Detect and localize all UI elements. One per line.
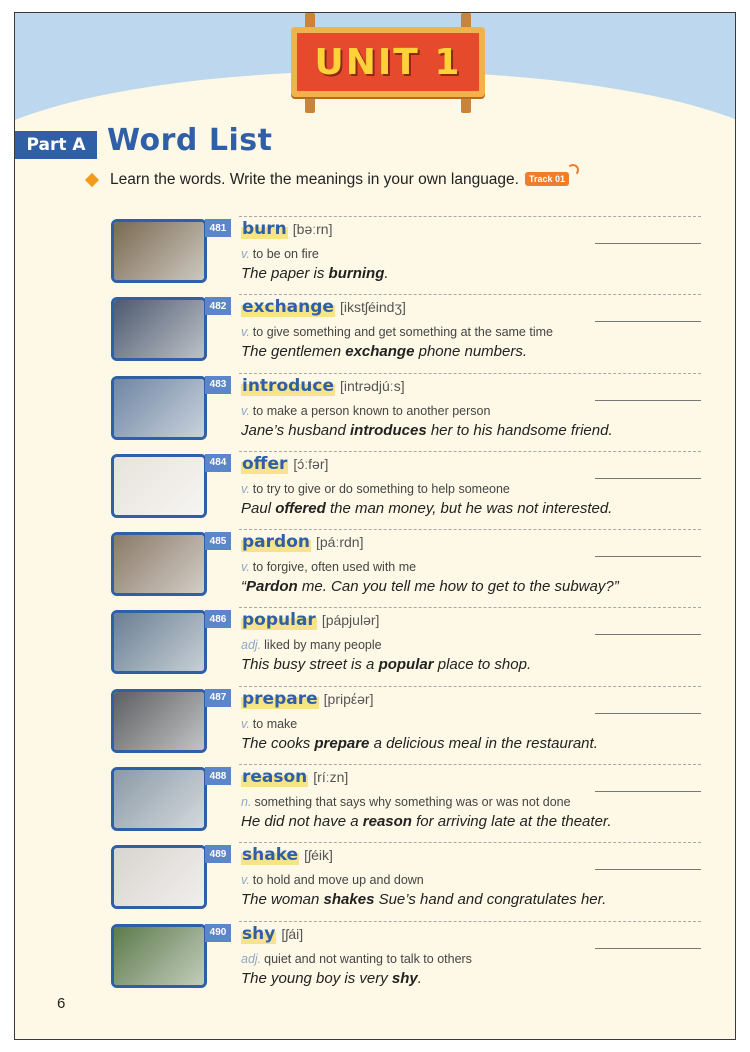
example-keyword: popular	[378, 656, 434, 674]
word-number: 487	[205, 689, 231, 707]
example-sentence	[241, 970, 422, 987]
word-entry	[111, 370, 701, 448]
part-of-speech: v.	[241, 325, 250, 340]
example-sentence	[241, 422, 613, 439]
pronunciation: [ʃéik]	[304, 847, 333, 864]
word-number: 489	[205, 845, 231, 863]
dotted-divider	[239, 921, 701, 922]
unit-sign	[285, 13, 491, 113]
part-of-speech: adj.	[241, 638, 262, 653]
example-post: .	[384, 265, 389, 282]
sign-board	[291, 27, 485, 97]
word-entry	[111, 918, 701, 996]
example-post: the man money, but he was not interested.	[325, 499, 613, 517]
word-photo	[111, 297, 207, 361]
word-photo	[111, 924, 207, 988]
part-of-speech: adj.	[241, 951, 262, 966]
definition	[241, 717, 297, 731]
example-post: a delicious meal in the restaurant.	[369, 734, 598, 752]
example-keyword: introduces	[349, 421, 427, 439]
answer-line[interactable]	[595, 478, 701, 479]
photo-placeholder	[114, 300, 204, 358]
answer-line[interactable]	[595, 556, 701, 557]
word-number: 483	[205, 376, 231, 394]
pronunciation: [ikstʃéindʒ]	[339, 299, 406, 316]
word-entry	[111, 839, 701, 917]
part-of-speech: v.	[241, 403, 250, 418]
part-badge: Part A	[15, 131, 97, 159]
word-photo	[111, 454, 207, 518]
word-number: 490	[205, 924, 231, 942]
definition-text: to give something and get something at the same time	[252, 325, 553, 340]
example-post: Sue’s hand and congratulates her.	[374, 891, 607, 909]
word-photo	[111, 219, 207, 283]
photo-placeholder	[114, 692, 204, 750]
track-badge[interactable]	[525, 172, 569, 186]
definition-text: to hold and move up and down	[252, 873, 424, 888]
definition	[241, 482, 510, 496]
word-photo	[111, 532, 207, 596]
example-pre: The paper is	[241, 265, 329, 282]
definition	[241, 638, 382, 652]
word-entry	[111, 213, 701, 291]
example-pre: Paul	[241, 499, 276, 517]
pronunciation: [intrədjúːs]	[340, 377, 405, 394]
definition-text: something that says why something was or was not done	[254, 795, 571, 810]
example-keyword: Pardon	[246, 578, 298, 596]
definition-text: liked by many people	[264, 638, 382, 653]
word-number: 484	[205, 454, 231, 472]
example-sentence	[241, 265, 389, 282]
example-keyword: exchange	[345, 343, 415, 361]
example-sentence	[241, 656, 531, 673]
example-sentence	[241, 735, 598, 752]
vocab-word: exchange	[242, 297, 334, 318]
answer-line[interactable]	[595, 869, 701, 870]
word-number: 481	[205, 219, 231, 237]
instruction	[85, 171, 569, 189]
example-keyword: offered	[275, 499, 326, 517]
word-line	[241, 845, 333, 865]
part-title: Word List	[107, 123, 273, 158]
example-post: .	[417, 969, 422, 987]
example-pre: The woman	[241, 891, 324, 909]
vocab-word: shy	[242, 923, 276, 944]
pronunciation: [pripέər]	[323, 690, 374, 707]
dotted-divider	[239, 764, 701, 765]
photo-placeholder	[114, 848, 204, 906]
definition	[241, 795, 571, 809]
photo-placeholder	[114, 613, 204, 671]
word-photo	[111, 376, 207, 440]
word-line	[241, 532, 363, 552]
word-number: 482	[205, 297, 231, 315]
example-pre: Jane’s husband	[241, 421, 350, 439]
example-keyword: reason	[362, 813, 412, 831]
example-pre: This busy street is a	[241, 656, 379, 674]
track-label: Track 01	[528, 174, 566, 184]
dotted-divider	[239, 842, 701, 843]
word-number: 486	[205, 610, 231, 628]
unit-title: UNIT 1	[314, 41, 462, 83]
word-line	[241, 924, 303, 944]
definition-text: quiet and not wanting to talk to others	[264, 951, 472, 966]
example-keyword: burning	[328, 265, 385, 282]
photo-placeholder	[114, 222, 204, 280]
pronunciation: [ríːzn]	[313, 769, 349, 786]
example-sentence	[241, 343, 527, 360]
word-line	[241, 610, 379, 630]
example-post: her to his handsome friend.	[426, 421, 613, 439]
word-photo	[111, 767, 207, 831]
answer-line[interactable]	[595, 243, 701, 244]
textbook-page	[14, 12, 736, 1040]
audio-wave-icon	[567, 164, 579, 176]
vocab-word: shake	[242, 845, 299, 866]
pronunciation: [ɔ́ːfər]	[293, 455, 329, 472]
definition	[241, 325, 553, 339]
part-of-speech: n.	[241, 795, 252, 810]
pronunciation: [bəːrn]	[292, 221, 333, 237]
word-list	[111, 213, 701, 996]
vocab-word: popular	[242, 610, 316, 631]
answer-line[interactable]	[595, 791, 701, 792]
part-of-speech: v.	[241, 873, 250, 888]
example-pre: The gentlemen	[241, 343, 346, 361]
definition	[241, 873, 424, 887]
pronunciation: [pápjulər]	[321, 612, 380, 629]
part-of-speech: v.	[241, 247, 250, 261]
word-entry	[111, 448, 701, 526]
word-photo	[111, 689, 207, 753]
word-number: 488	[205, 767, 231, 785]
word-entry	[111, 291, 701, 369]
diamond-bullet-icon	[85, 173, 99, 187]
word-line	[241, 297, 406, 317]
answer-line[interactable]	[595, 713, 701, 714]
example-keyword: prepare	[314, 734, 370, 752]
word-entry	[111, 761, 701, 839]
example-pre: He did not have a	[241, 813, 363, 831]
photo-placeholder	[114, 379, 204, 437]
answer-line[interactable]	[595, 321, 701, 322]
page-number: 6	[57, 995, 66, 1012]
example-keyword: shy	[391, 969, 418, 987]
example-sentence	[241, 813, 612, 830]
word-line	[241, 689, 373, 709]
example-sentence	[241, 578, 619, 595]
example-sentence	[241, 891, 606, 908]
definition	[241, 247, 319, 261]
definition-text: to forgive, often used with me	[252, 560, 417, 575]
example-post: me. Can you tell me how to get to the subway?”	[297, 578, 619, 596]
example-post: for arriving late at the theater.	[411, 813, 612, 831]
definition-text: to make	[252, 716, 298, 731]
vocab-word: pardon	[242, 532, 310, 553]
dotted-divider	[239, 607, 701, 608]
answer-line[interactable]	[595, 948, 701, 949]
definition	[241, 952, 472, 966]
dotted-divider	[239, 373, 701, 374]
pronunciation: [ʃái]	[281, 925, 304, 942]
part-of-speech: v.	[241, 481, 250, 496]
dotted-divider	[239, 451, 701, 452]
definition-text: to make a person known to another person	[252, 403, 491, 418]
photo-placeholder	[114, 457, 204, 515]
vocab-word: offer	[242, 453, 288, 474]
example-pre: The cooks	[241, 734, 315, 752]
definition	[241, 560, 416, 574]
word-entry	[111, 683, 701, 761]
answer-line[interactable]	[595, 634, 701, 635]
definition	[241, 404, 490, 418]
definition-text: to be on fire	[252, 247, 319, 261]
vocab-word: prepare	[242, 688, 318, 709]
answer-line[interactable]	[595, 400, 701, 401]
example-keyword: shakes	[323, 891, 375, 909]
word-line	[241, 219, 332, 239]
word-photo	[111, 845, 207, 909]
photo-placeholder	[114, 535, 204, 593]
photo-placeholder	[114, 770, 204, 828]
pronunciation: [páːrdn]	[315, 534, 364, 551]
word-photo	[111, 610, 207, 674]
example-sentence	[241, 500, 612, 517]
word-entry	[111, 604, 701, 682]
example-post: phone numbers.	[414, 343, 528, 361]
word-line	[241, 376, 405, 396]
instruction-text: Learn the words. Write the meanings in your own language.	[110, 171, 519, 188]
dotted-divider	[239, 294, 701, 295]
example-pre: The young boy is very	[241, 969, 392, 987]
part-of-speech: v.	[241, 560, 250, 575]
dotted-divider	[239, 529, 701, 530]
dotted-divider	[239, 686, 701, 687]
word-line	[241, 767, 348, 787]
word-number: 485	[205, 532, 231, 550]
word-entry	[111, 526, 701, 604]
dotted-divider	[239, 216, 701, 217]
word-line	[241, 454, 328, 474]
example-pre: “	[241, 578, 246, 596]
definition-text: to try to give or do something to help someone	[252, 481, 510, 496]
vocab-word: burn	[242, 219, 287, 239]
example-post: place to shop.	[433, 656, 532, 674]
photo-placeholder	[114, 927, 204, 985]
vocab-word: introduce	[242, 375, 334, 396]
vocab-word: reason	[242, 767, 308, 788]
part-of-speech: v.	[241, 716, 250, 731]
